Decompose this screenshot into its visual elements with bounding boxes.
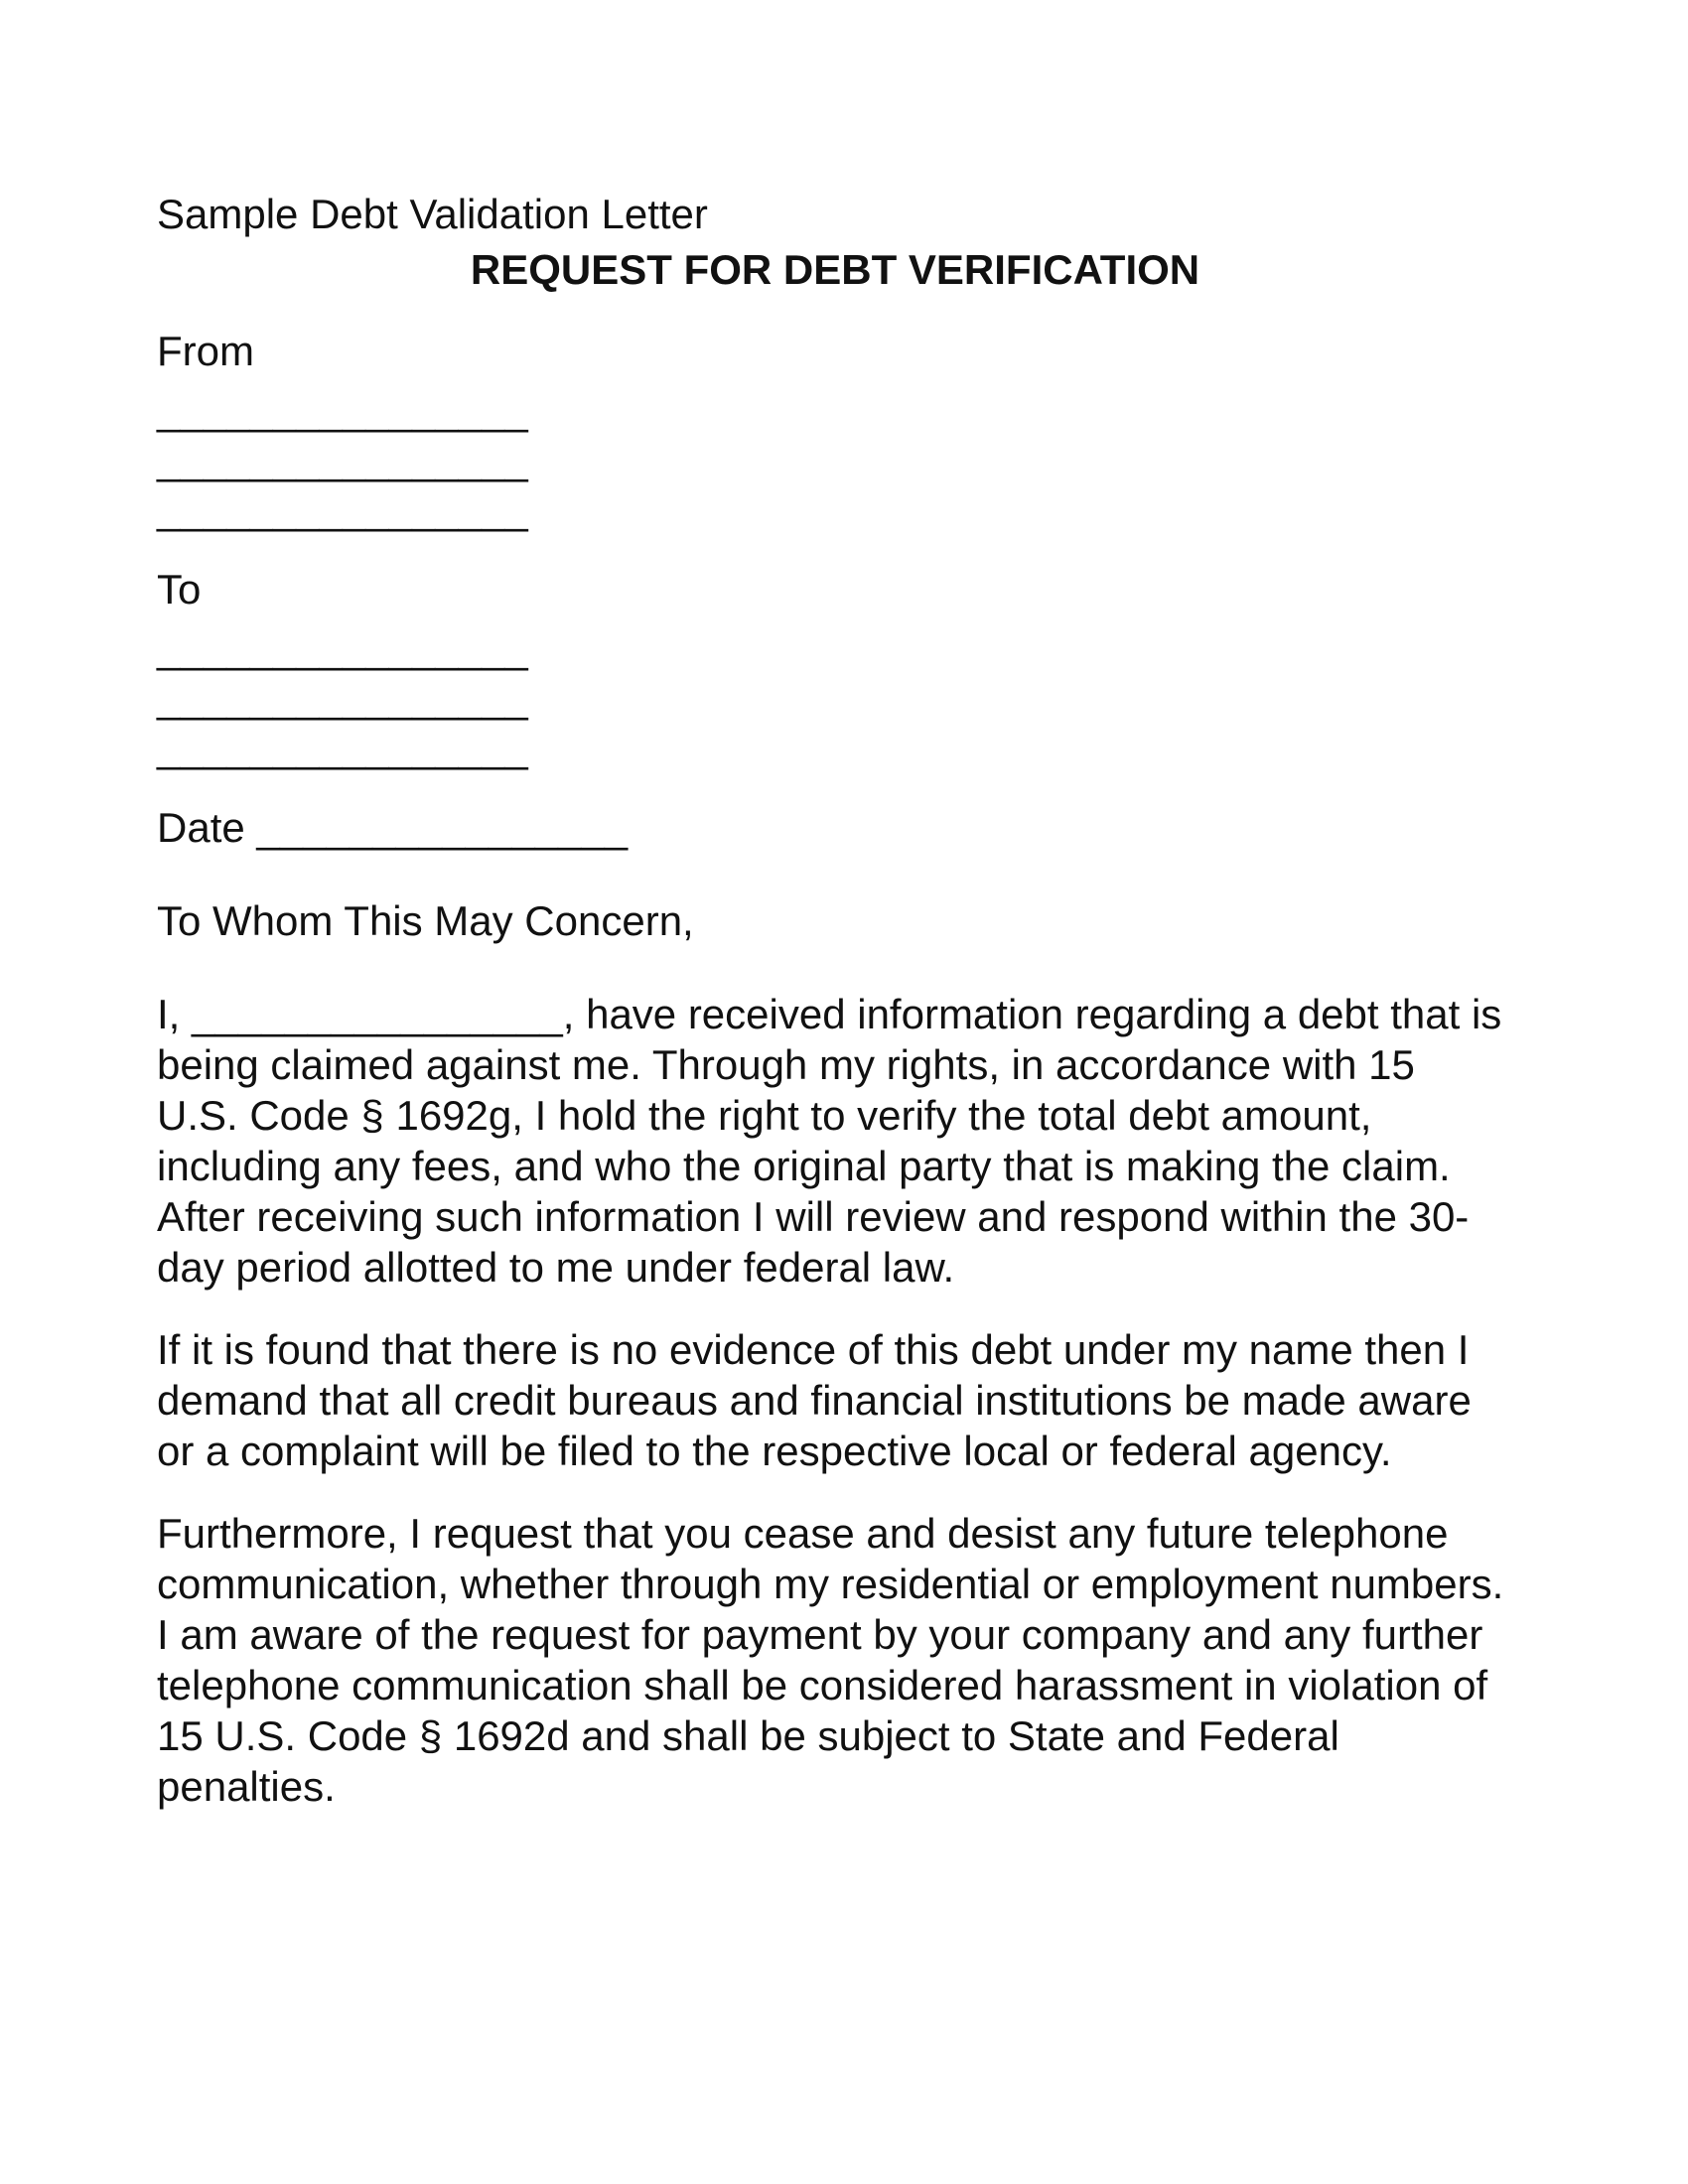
from-label: From xyxy=(157,328,254,374)
from-blank-line: ________________ xyxy=(157,386,528,433)
date-line: Date ________________ xyxy=(157,804,629,851)
to-address-blanks xyxy=(157,623,1547,772)
body-paragraph-no-evidence: If it is found that there is no evidence of this debt under my name then I demand that all credit bureaus and financial institutions be made aware or a complaint will be filed to the respective local or federal agency. xyxy=(157,1326,1472,1474)
body-paragraph-debt-claim: I, ________________, have received information regarding a debt that is being claimed against me. Through my rights, in accordance with 15 U.S. Code § 1692g, I hold the right to verify the total debt amount, including any fees, and who the original party that is making the claim. After receiving such information I will review and respond within the 30-day period allotted to me under federal law. xyxy=(157,991,1502,1291)
document-heading: Sample Debt Validation Letter xyxy=(157,191,708,237)
to-blank-line: ________________ xyxy=(157,724,528,770)
from-blank-line: ________________ xyxy=(157,485,528,532)
to-label: To xyxy=(157,566,202,613)
from-address-blanks xyxy=(157,385,1547,534)
to-blank-line: ________________ xyxy=(157,674,528,721)
to-blank-line: ________________ xyxy=(157,624,528,671)
body-paragraph-cease-desist: Furthermore, I request that you cease and desist any future telephone communication, whether through my residential or employment numbers. I am aware of the request for payment by your company and any further telephone communication shall be considered harassment in violation of 15 U.S. Code § 1692d and shall be subject to State and Federal penalties. xyxy=(157,1510,1504,1810)
document-title: REQUEST FOR DEBT VERIFICATION xyxy=(470,246,1200,293)
salutation: To Whom This May Concern, xyxy=(157,897,694,944)
letter-page xyxy=(157,189,1547,1812)
from-blank-line: ________________ xyxy=(157,436,528,482)
